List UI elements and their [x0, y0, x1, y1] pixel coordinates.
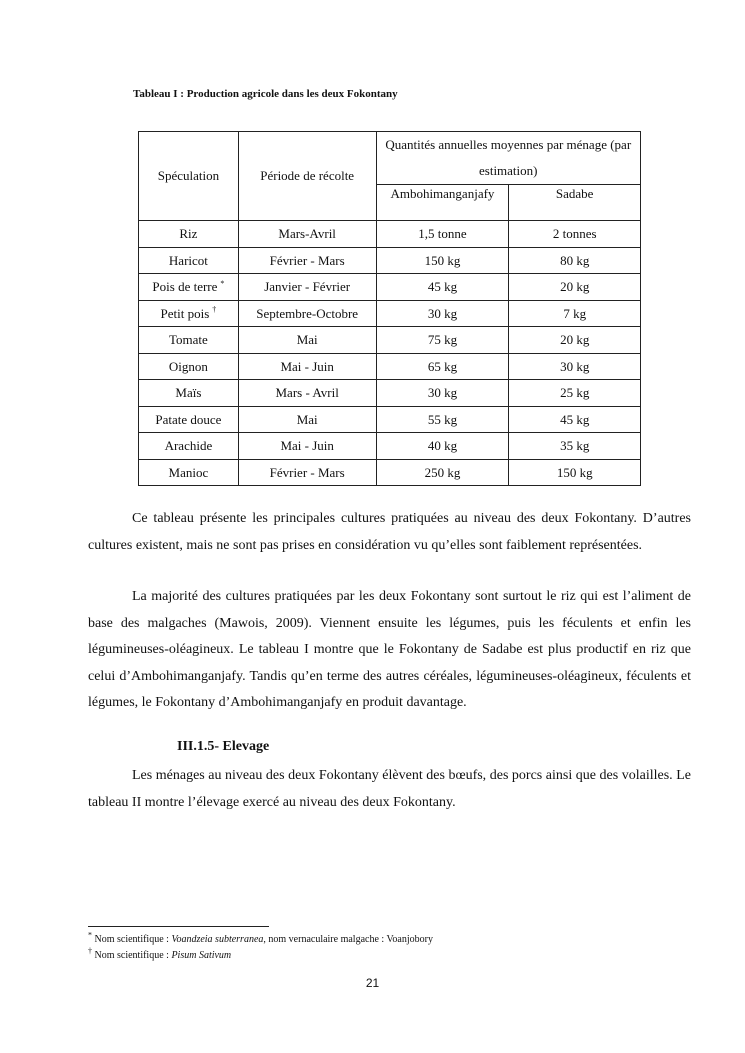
cell-periode: [238, 433, 376, 460]
cell-periode-text: Janvier - Février: [264, 279, 351, 295]
cell-ambohimanganjafy-text: 55 kg: [427, 411, 458, 427]
cell-culture-text: Riz: [179, 226, 198, 242]
table-row: [139, 300, 641, 327]
cell-sadabe-text: 30 kg: [560, 358, 590, 374]
cell-sadabe-text: 25 kg: [560, 385, 590, 401]
cell-sadabe-text: 150 kg: [556, 464, 593, 480]
cell-sadabe: [509, 353, 641, 380]
cell-ambohimanganjafy: [376, 247, 509, 274]
cell-ambohimanganjafy: [376, 433, 509, 460]
cell-periode: [238, 274, 376, 301]
table-row: [139, 433, 641, 460]
cell-periode: [238, 353, 376, 380]
cell-culture-text: Pois de terre: [152, 279, 218, 295]
footnote-2-species: Pisum Sativum: [171, 950, 232, 961]
paragraph-2: [88, 584, 691, 717]
cell-sadabe: [509, 300, 641, 327]
cell-ambohimanganjafy: [376, 380, 509, 407]
cell-culture: [139, 459, 239, 486]
cell-ambohimanganjafy-text: 30 kg: [427, 385, 458, 401]
paragraph-2-text: La majorité des cultures pratiquées par les deux Fokontany sont surtout le riz qui est l’aliment de base des malgaches (Mawois, 2009). Viennent ensuite les légumes, puis les féculents et enfin les légumineuses-oléagineux. Le tableau I montre que le Fokontany de Sadabe est plus productif en riz que celui d’Ambohimanganjafy. Tandis qu’en terme des autres céréales, légumineuses-oléagineux, féculents et légumes, le Fokontany d’Ambohimanganjafy en produit davantage.: [88, 589, 691, 710]
header-sadabe: Sadabe: [509, 185, 641, 221]
cell-culture-text: Arachide: [164, 438, 213, 454]
cell-culture: [139, 433, 239, 460]
cell-periode: [238, 221, 376, 248]
table-row: [139, 406, 641, 433]
cell-culture-text: Tomate: [169, 332, 208, 348]
cell-ambohimanganjafy-text: 65 kg: [427, 358, 458, 374]
cell-culture: [139, 406, 239, 433]
footnote-2-text-a: Nom scientifique :: [94, 950, 172, 961]
cell-periode-text: Mai - Juin: [280, 358, 334, 374]
cell-culture: [139, 247, 239, 274]
footnote-1-text-a: Nom scientifique :: [94, 934, 172, 945]
table-row: [139, 221, 641, 248]
cell-culture-text: Manioc: [168, 464, 209, 480]
cell-ambohimanganjafy: [376, 353, 509, 380]
cell-culture: [139, 274, 239, 301]
footnote-2-mark: †: [88, 946, 92, 956]
paragraph-1: [88, 506, 691, 559]
cell-ambohimanganjafy: [376, 406, 509, 433]
header-speculation: Spéculation: [139, 132, 239, 221]
cell-ambohimanganjafy-text: 75 kg: [427, 332, 458, 348]
footnote-1-mark: *: [88, 930, 92, 940]
cell-periode-text: Février - Mars: [269, 252, 345, 268]
cell-ambohimanganjafy-text: 40 kg: [427, 438, 458, 454]
table-row: [139, 380, 641, 407]
production-table: [138, 131, 641, 486]
cell-periode-text: Mai: [296, 332, 318, 348]
cell-ambohimanganjafy-text: 30 kg: [427, 305, 458, 321]
footnote-1-text-b: , nom vernaculaire malgache : Voanjobory: [263, 934, 433, 945]
paragraph-3: [88, 763, 691, 816]
cell-culture: [139, 380, 239, 407]
header-periode: Période de récolte: [238, 132, 376, 221]
header-ambohimanganjafy: Ambohimanganjafy: [376, 185, 509, 221]
cell-ambohimanganjafy: [376, 327, 509, 354]
cell-culture-text: Petit pois: [160, 305, 210, 321]
cell-ambohimanganjafy: [376, 300, 509, 327]
cell-ambohimanganjafy: [376, 221, 509, 248]
cell-ambohimanganjafy: [376, 274, 509, 301]
cell-culture: [139, 300, 239, 327]
section-heading: III.1.5- Elevage: [177, 739, 270, 754]
cell-culture-text: Maïs: [175, 385, 202, 401]
cell-sadabe: [509, 247, 641, 274]
cell-sadabe: [509, 327, 641, 354]
cell-sadabe: [509, 459, 641, 486]
footnote-mark: *: [220, 278, 225, 288]
cell-culture-text: Haricot: [168, 252, 208, 268]
table-row: [139, 459, 641, 486]
header-quantites: Quantités annuelles moyennes par ménage (par estimation): [376, 132, 641, 185]
cell-ambohimanganjafy-text: 150 kg: [424, 252, 461, 268]
cell-ambohimanganjafy-text: 1,5 tonne: [418, 226, 467, 242]
cell-sadabe: [509, 221, 641, 248]
cell-ambohimanganjafy: [376, 459, 509, 486]
table-caption: Tableau I : Production agricole dans les deux Fokontany: [133, 88, 398, 100]
cell-periode: [238, 380, 376, 407]
cell-periode: [238, 327, 376, 354]
cell-periode-text: Mai - Juin: [280, 438, 334, 454]
cell-sadabe: [509, 433, 641, 460]
footnote-rule: [88, 926, 269, 927]
cell-sadabe: [509, 380, 641, 407]
cell-sadabe-text: 45 kg: [560, 411, 590, 427]
cell-sadabe: [509, 274, 641, 301]
cell-sadabe-text: 20 kg: [560, 279, 590, 295]
cell-periode-text: Mars-Avril: [278, 226, 336, 242]
cell-periode: [238, 247, 376, 274]
page-number: 21: [365, 976, 380, 990]
footnote-mark: †: [212, 305, 217, 315]
cell-periode: [238, 459, 376, 486]
cell-culture: [139, 221, 239, 248]
footnote-2: [88, 946, 232, 961]
cell-sadabe: [509, 406, 641, 433]
cell-culture-text: Patate douce: [155, 411, 222, 427]
cell-sadabe-text: 2 tonnes: [552, 226, 597, 242]
footnote-1-species: Voandzeia subterranea: [171, 934, 264, 945]
cell-sadabe-text: 80 kg: [560, 252, 590, 268]
cell-periode-text: Septembre-Octobre: [256, 305, 359, 321]
cell-ambohimanganjafy-text: 45 kg: [427, 279, 458, 295]
paragraph-1-text: Ce tableau présente les principales cultures pratiquées au niveau des deux Fokontany. D’autres cultures existent, mais ne sont pas prises en considération vu qu’elles sont faiblement représentées.: [88, 511, 691, 553]
table-row: [139, 274, 641, 301]
table-row: [139, 353, 641, 380]
paragraph-3-text: Les ménages au niveau des deux Fokontany élèvent des bœufs, des porcs ainsi que des volailles. Le tableau II montre l’élevage exercé au niveau des deux Fokontany.: [88, 768, 691, 810]
cell-periode-text: Février - Mars: [269, 464, 345, 480]
table-row: [139, 247, 641, 274]
cell-periode: [238, 300, 376, 327]
cell-ambohimanganjafy-text: 250 kg: [424, 464, 461, 480]
cell-periode-text: Mars - Avril: [275, 385, 339, 401]
table-row: [139, 327, 641, 354]
cell-sadabe-text: 20 kg: [560, 332, 590, 348]
cell-sadabe-text: 35 kg: [560, 438, 590, 454]
cell-culture: [139, 353, 239, 380]
cell-periode: [238, 406, 376, 433]
cell-periode-text: Mai: [296, 411, 318, 427]
cell-culture-text: Oignon: [168, 358, 208, 374]
cell-culture: [139, 327, 239, 354]
cell-sadabe-text: 7 kg: [563, 305, 587, 321]
footnote-1: [88, 930, 433, 945]
